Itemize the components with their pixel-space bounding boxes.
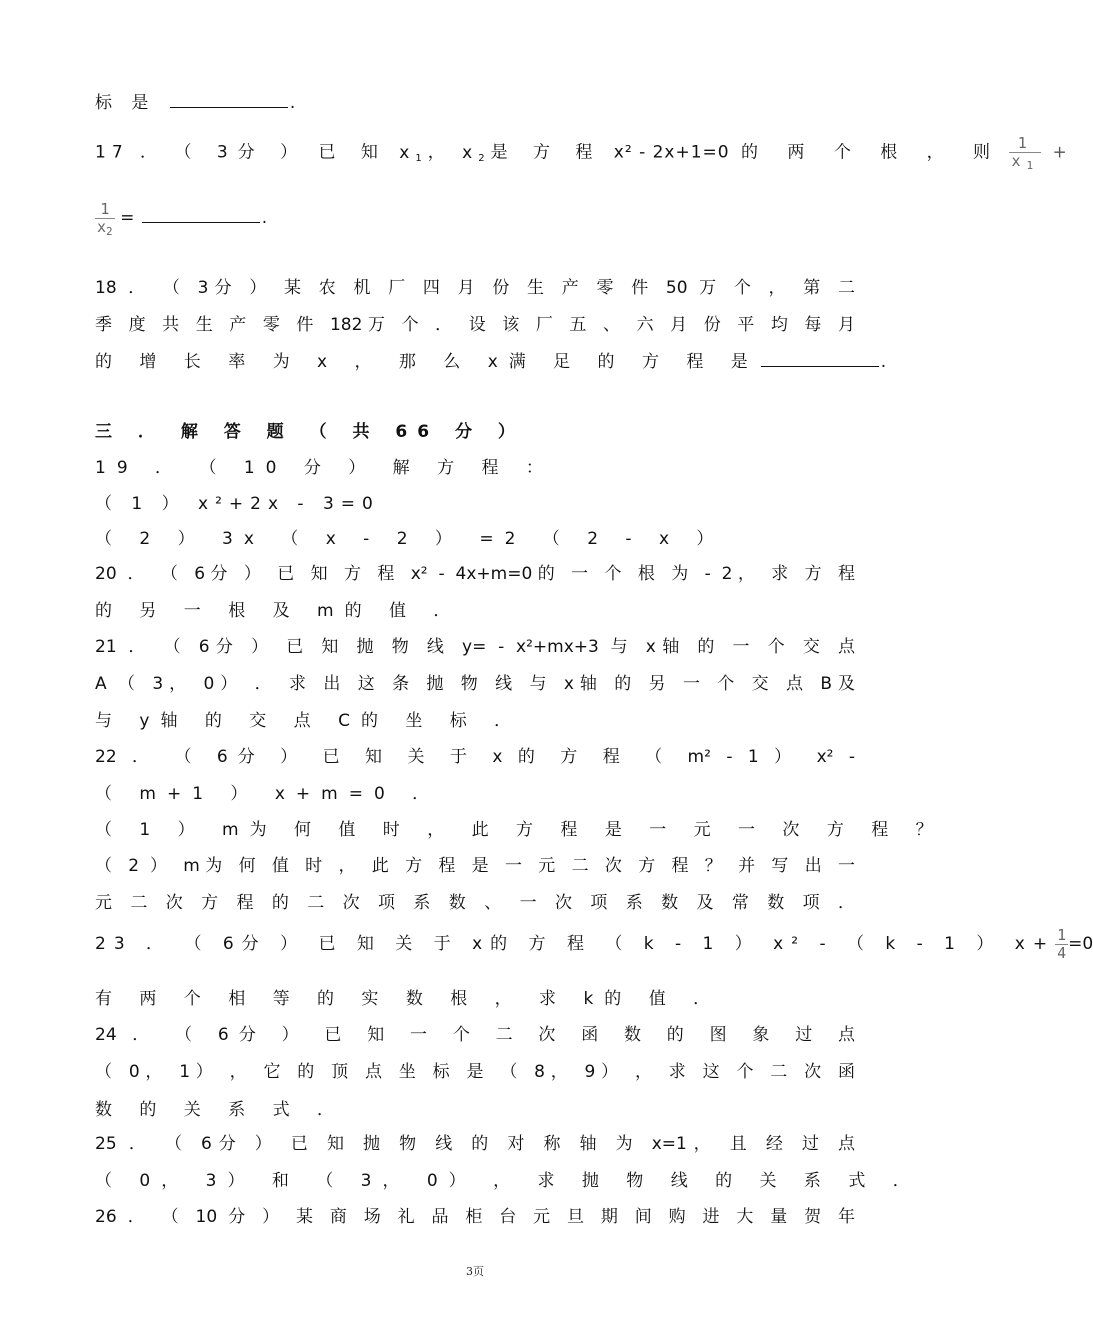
section-3-heading: 三 ． 解 答 题 （ 共 66 分 ）: [95, 422, 525, 442]
q17-text2: 是 方 程: [490, 142, 603, 163]
plus-sign: +: [1052, 142, 1073, 163]
comma: ，: [427, 142, 451, 163]
x2-sub: 2: [478, 152, 491, 164]
equals-sign: =: [120, 208, 135, 228]
frac-den: [95, 219, 115, 236]
x1-sub: 1: [415, 152, 428, 164]
period: .: [261, 208, 268, 228]
frac-num: 1: [1057, 925, 1067, 944]
q24-line3: 数 的 关 系 式 ．: [95, 1100, 346, 1120]
frac-den-sub: 2: [106, 224, 113, 238]
q17-equation: x² - 2x+1=0: [613, 142, 730, 163]
q24-line1: 24 ． （ 6分 ） 已 知 一 个 二 次 函 数 的 图 象 过 点: [95, 1025, 855, 1045]
frac-den-base: x: [97, 217, 107, 236]
q17-score: （ 3分 ）: [174, 142, 308, 163]
q17-number: 17: [95, 142, 129, 163]
q21-line3: 与 y轴 的 交 点 C的 坐 标 ．: [95, 711, 523, 731]
q25-line1: 25 ． （ 6分 ） 已 知 抛 物 线 的 对 称 轴 为 x=1， 且 经 过 点: [95, 1134, 855, 1154]
q23-line2: 有 两 个 相 等 的 实 数 根 ， 求 k的 值 ．: [95, 989, 722, 1009]
q22-part3: 元 二 次 方 程 的 二 次 项 系 数 、 一 次 项 系 数 及 常 数 项 ．: [95, 893, 855, 913]
q18-line2: 季 度 共 生 产 零 件 182万 个 ． 设 该 厂 五 、 六 月 份 平 均 每 月: [95, 315, 855, 335]
q17-line2: [95, 200, 855, 240]
period: .: [880, 352, 898, 372]
answer-blank-18: [761, 352, 879, 367]
q17-text1: 已 知: [318, 142, 388, 163]
q19-part1: （ 1 ） x²+2x - 3=0: [95, 494, 380, 514]
q17-text3: 的 两 个 根 ， 则: [741, 142, 1003, 163]
q17-x2: [462, 143, 490, 163]
q18-line3: [95, 351, 898, 373]
page-number: 3页: [466, 1265, 484, 1278]
frac-num: 1: [100, 199, 110, 218]
frac-den-base: x: [1011, 152, 1027, 170]
q21-line1: 21 ． （ 6分 ） 已 知 抛 物 线 y= - x²+mx+3 与 x轴 的 一 个 交 点: [95, 637, 855, 657]
q18-line1: 18 ． （ 3分 ） 某 农 机 厂 四 月 份 生 产 零 件 50 万 个 ， 第 二: [95, 278, 855, 298]
answer-blank-16: [170, 93, 288, 108]
frac-den: 4: [1057, 943, 1067, 962]
q22-line1: 22 ． （ 6分 ） 已 知 关 于 x 的 方 程 （ m² - 1 ） x² -: [95, 747, 855, 767]
frac-num: 1: [1017, 134, 1033, 152]
frac-den: [1009, 153, 1041, 170]
q18-line3-text: 的 增 长 率 为 x ， 那 么 x满 足 的 方 程 是: [95, 352, 759, 372]
q21-line2: A （ 3， 0） ． 求 出 这 条 抛 物 线 与 x轴 的 另 一 个 交 点 B及: [95, 674, 855, 694]
frac-den-sub: 1: [1026, 159, 1040, 172]
x2-base: x: [462, 142, 479, 163]
q23-text: 23 ． （ 6分 ） 已 知 关 于 x的 方 程 （ k - 1 ） x² - （ k - 1 ） x+: [95, 934, 1056, 954]
x1-base: x: [399, 142, 416, 163]
fraction-1-over-4: [1055, 927, 1068, 962]
fraction-1-over-x2: [95, 201, 115, 236]
q23-line1: [95, 925, 1093, 966]
q26-line1: 26 ． （ 10 分 ） 某 商 场 礼 品 柜 台 元 旦 期 间 购 进 大 量 贺 年: [95, 1207, 855, 1227]
q17-line1: [95, 134, 1073, 172]
fraction-1-over-x1: [1009, 135, 1041, 170]
q20-line1: 20 ． （ 6分 ） 已 知 方 程 x² - 4x+m=0的 一 个 根 为 - 2， 求 方 程: [95, 564, 855, 584]
q20-line2: 的 另 一 根 及 m的 值 ．: [95, 601, 462, 621]
q16-tail-text: 标 是: [95, 93, 156, 113]
q17-dot: ．: [140, 142, 164, 163]
q17-x1: [399, 143, 427, 163]
q19-line: 19 ． （ 10 分 ） 解 方 程 ：: [95, 458, 554, 478]
q16-tail: [95, 92, 855, 114]
q23-equals-zero: =0: [1068, 934, 1093, 954]
q24-line2: （ 0， 1） ， 它 的 顶 点 坐 标 是 （ 8， 9） ， 求 这 个 二 次 函: [95, 1062, 855, 1082]
q22-part2: （ 2 ） m为 何 值 时 ， 此 方 程 是 一 元 二 次 方 程 ？ 并 写 出 一: [95, 856, 855, 876]
period: .: [289, 93, 303, 113]
q25-line2: （ 0， 3） 和 （ 3， 0） ， 求 抛 物 线 的 关 系 式 ．: [95, 1171, 921, 1191]
q22-line2: （ m+1 ） x+m=0 ．: [95, 784, 441, 804]
answer-blank-17: [142, 208, 260, 223]
q19-part2: （ 2 ） 3x （ x - 2 ） =2 （ 2 - x ）: [95, 529, 725, 549]
q22-part1: （ 1 ） m为 何 值 时 ， 此 方 程 是 一 元 一 次 方 程 ？: [95, 820, 944, 840]
